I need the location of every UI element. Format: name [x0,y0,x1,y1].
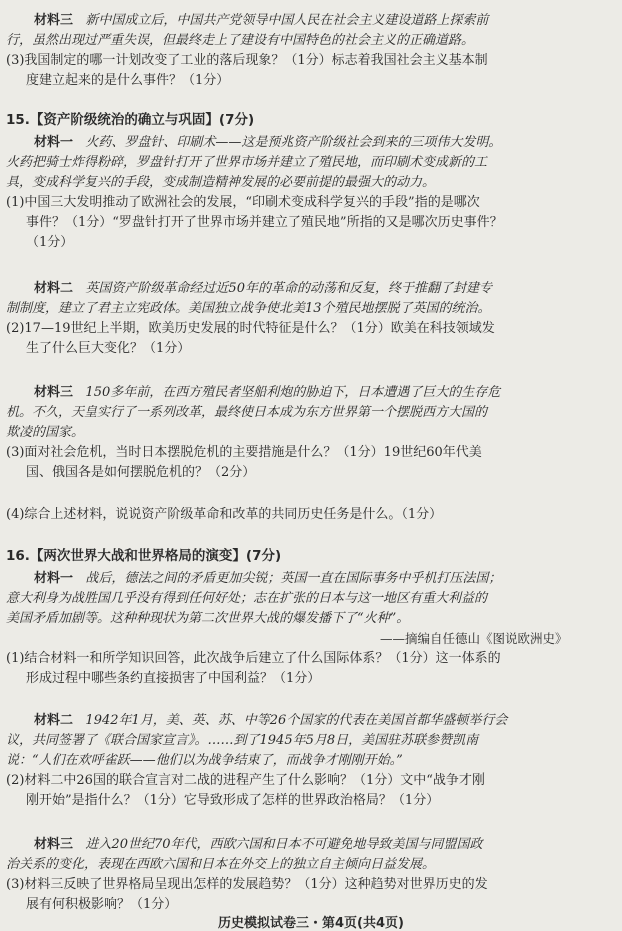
q16-material2-line2: 议，共同签署了《联合国家宣言》。……到了1945年5月8日，美国驻苏联参赞凯南 [6,733,479,748]
q15-material2-line2: 制制度，建立了君主立宪政体。美国独立战争使北美13个殖民地摆脱了英国的统治。 [6,301,491,316]
q16-material3-line1: 材料三 进入20世纪70年代，西欧六国和日本不可避免地导致美国与同盟国政 [34,837,483,852]
q15-material3-line2: 机。不久，天皇实行了一系列改革，最终使日本成为东方世界第一个摆脱西方大国的 [6,405,488,420]
q16-heading: 16.【两次世界大战和世界格局的演变】(7分) [6,548,282,564]
q16-material1-line2: 意大利身为战胜国几乎没有得到任何好处；志在扩张的日本与这一地区有重大利益的 [6,591,488,606]
q15-question4-line1: (4)综合上述材料，说说资产阶级革命和改革的共同历史任务是什么。（1分） [6,507,443,522]
q16-material2-line3: 说：“人们在欢呼雀跃——他们以为战争结束了，而战争才刚刚开始。” [6,753,403,768]
q16-question3-line2: 展有何积极影响？（1分） [26,897,178,912]
q15-material3-line1: 材料三 150多年前，在西方殖民者坚船利炮的胁迫下，日本遭遇了巨大的生存危 [34,385,501,400]
q15-question3-line1: (3)面对社会危机，当时日本摆脱危机的主要措施是什么？（1分）19世纪60年代美 [6,445,482,460]
q14-material3-line1: 材料三 新中国成立后，中国共产党领导中国人民在社会主义建设道路上探索前 [34,13,489,28]
q16-question3-line1: (3)材料三反映了世界格局呈现出怎样的发展趋势？（1分）这种趋势对世界历史的发 [6,877,488,892]
q16-material1-source: ——摘编自任德山《图说欧洲史》 [380,631,568,646]
q15-heading: 15.【资产阶级统治的确立与巩固】(7分) [6,112,255,128]
q15-question1-line2: 事件？（1分）“罗盘针打开了世界市场并建立了殖民地”所指的又是哪次历史事件？ [26,215,503,230]
q15-material1-line1: 材料一 火药、罗盘针、印刷术——这是预兆资产阶级社会到来的三项伟大发明。 [34,135,502,150]
q16-question2-line1: (2)材料二中26国的联合宣言对二战的进程产生了什么影响？（1分）文中“战争才刚 [6,773,485,788]
q14-question3-line1: (3)我国制定的哪一计划改变了工业的落后现象？（1分）标志着我国社会主义基本制 [6,53,488,68]
page-footer: 历史模拟试卷三・第4页(共4页) [218,916,404,931]
q15-question2-line1: (2)17—19世纪上半期，欧美历史发展的时代特征是什么？（1分）欧美在科技领域发 [6,321,495,336]
q15-material1-line3: 具，变成科学复兴的手段，变成制造精神发展的必要前提的最强大的动力。 [6,175,436,190]
q16-material2-line1: 材料二 1942年1月，美、英、苏、中等26个国家的代表在美国首都华盛顿举行会 [34,713,508,728]
q14-question3-line2: 度建立起来的是什么事件？（1分） [26,73,230,88]
q15-question1-line1: (1)中国三大发明推动了欧洲社会的发展，“印刷术变成科学复兴的手段”指的是哪次 [6,195,480,210]
q15-question2-line2: 生了什么巨大变化？（1分） [26,341,191,356]
q15-question1-line3: （1分） [26,235,74,250]
q15-material1-line2: 火药把骑士炸得粉碎，罗盘针打开了世界市场并建立了殖民地，而印刷术变成新的工 [6,155,488,170]
q15-question3-line2: 国、俄国各是如何摆脱危机的？（2分） [26,465,256,480]
q14-material3-line2: 行，虽然出现过严重失误，但最终走上了建设有中国特色的社会主义的正确道路。 [6,33,475,48]
q15-material2-line1: 材料二 英国资产阶级革命经过近50年的革命的动荡和反复，终于推翻了封建专 [34,281,492,296]
q15-material3-line3: 欺凌的国家。 [6,425,85,440]
q16-question1-line2: 形成过程中哪些条约直接损害了中国利益？（1分） [26,671,321,686]
q16-material3-line2: 治关系的变化，表现在西欧六国和日本在外交上的独立自主倾向日益发展。 [6,857,436,872]
q16-question1-line1: (1)结合材料一和所学知识回答，此次战争后建立了什么国际体系？（1分）这一体系的 [6,651,501,666]
q16-material1-line1: 材料一 战后，德法之间的矛盾更加尖锐；英国一直在国际事务中乎机打压法国； [34,571,502,586]
q16-material1-line3: 美国矛盾加剧等。这种种现状为第二次世界大战的爆发播下了“火种”。 [6,611,410,626]
q16-question2-line2: 刚开始”是指什么？（1分）它导致形成了怎样的世界政治格局？（1分） [26,793,440,808]
